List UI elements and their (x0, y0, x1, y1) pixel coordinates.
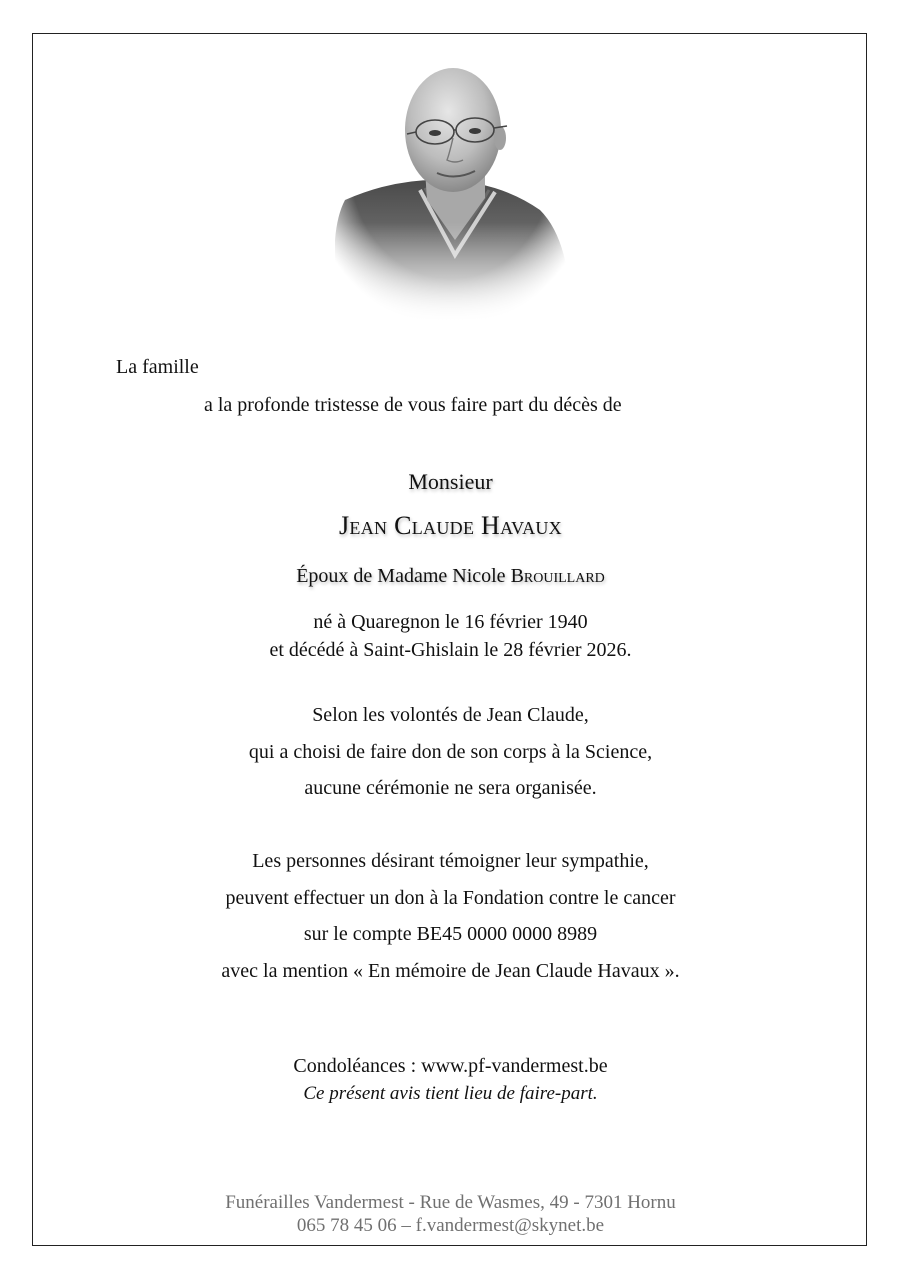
death-line: et décédé à Saint-Ghislain le 28 février 2026. (269, 639, 632, 661)
portrait-photo (335, 60, 567, 322)
donation-line: peuvent effectuer un don à la Fondation contre le cancer (225, 887, 676, 909)
wishes-line: aucune cérémonie ne sera organisée. (304, 777, 597, 799)
wishes-line: Selon les volontés de Jean Claude, (312, 704, 589, 726)
deceased-title: Monsieur (408, 469, 493, 494)
footer-address: Funérailles Vandermest - Rue de Wasmes, 49 - 7301 Hornu (225, 1192, 676, 1213)
donation-line: sur le compte BE45 0000 0000 8989 (303, 923, 598, 945)
spouse-surname: Brouillard (510, 565, 605, 587)
intro-announcement: a la profonde tristesse de vous faire part du décès de (204, 394, 622, 416)
deceased-name: Jean Claude Havaux (339, 511, 562, 540)
faire-part-note: Ce présent avis tient lieu de faire-part. (303, 1083, 598, 1104)
donation-line: avec la mention « En mémoire de Jean Claude Havaux ». (221, 960, 680, 982)
condolences-link[interactable]: Condoléances : www.pf-vandermest.be (293, 1055, 608, 1077)
spouse-prefix: Époux de Madame Nicole (296, 565, 511, 587)
intro-family: La famille (116, 356, 199, 378)
wishes-line: qui a choisi de faire don de son corps à la Science, (248, 741, 653, 763)
donation-line: Les personnes désirant témoigner leur sympathie, (252, 850, 649, 872)
footer-contact: 065 78 45 06 – f.vandermest@skynet.be (296, 1215, 605, 1236)
birth-line: né à Quaregnon le 16 février 1940 (313, 611, 588, 633)
spouse-line (0, 563, 901, 589)
